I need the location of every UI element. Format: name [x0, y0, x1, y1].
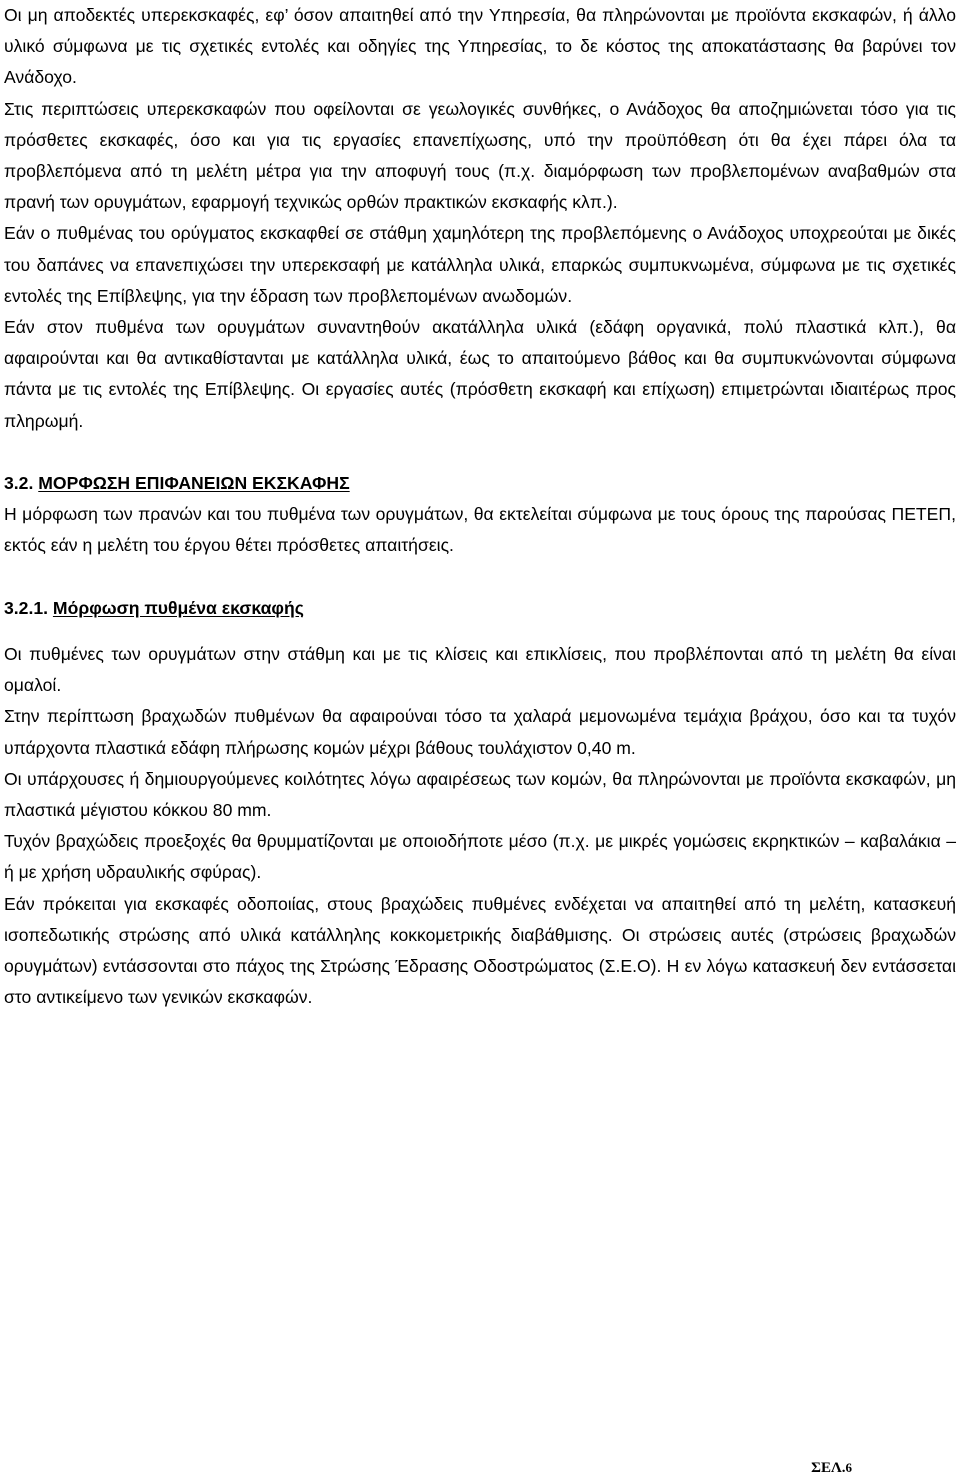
- page-number-footer: [811, 1459, 852, 1477]
- spacer: [4, 624, 956, 639]
- section-number: 3.2.1.: [4, 597, 49, 618]
- paragraph: Εάν πρόκειται για εκσκαφές οδοποιίας, στους βραχώδεις πυθμένες ενδέχεται να απαιτηθεί από τη μελέτη, κατασκευή ισοπεδωτικής στρώσης από υλικά κατάλληλης κοκκομετρικής διαβάθμισης. Οι στρώσεις αυτές (στρώσεις βραχωδών ορυγμάτων) εντάσσονται στο πάχος της Στρώσης Έδρασης Οδοστρώματος (Σ.Ε.Ο). Η εν λόγω κατασκευή δεν εντάσσεται στο αντικείμενο των γενικών εκσκαφών.: [4, 893, 956, 1008]
- paragraph: Οι μη αποδεκτές υπερεκσκαφές, εφ’ όσον απαιτηθεί από την Υπηρεσία, θα πληρώνονται με προϊόντα εκσκαφών, ή άλλο υλικό σύμφωνα με τις σχετικές εντολές και οδηγίες της Υπηρεσίας, το δε κόστος της αποκατάστασης θα βαρύνει τον Ανάδοχο.: [4, 5, 956, 88]
- paragraph: Στην περίπτωση βραχωδών πυθμένων θα αφαιρούναι τόσο τα χαλαρά μεμονωμένα τεμάχια βράχου, όσο και τα τυχόν υπάρχοντα πλαστικά εδάφη πλήρωσης κομών μέχρι βάθους τουλάχιστον 0,40 m.: [4, 706, 956, 758]
- paragraph: Τυχόν βραχώδεις προεξοχές θα θρυμματίζονται με οποιοδήποτε μέσο (π.χ. με μικρές γομώσεις εκρηκτικών – καβαλάκια – ή με χρήση υδραυλικής σφύρας).: [4, 831, 956, 883]
- page-number: 6: [845, 1460, 852, 1475]
- section-title: Μόρφωση πυθμένα εκσκαφής: [52, 597, 304, 618]
- section-number: 3.2.: [4, 473, 34, 494]
- section-title: ΜΟΡΦΩΣΗ ΕΠΙΦΑΝΕΙΩΝ ΕΚΣΚΑΦΗΣ: [38, 473, 350, 494]
- spacer: [4, 562, 956, 593]
- paragraph: Στις περιπτώσεις υπερεκσκαφών που οφείλονται σε γεωλογικές συνθήκες, ο Ανάδοχος θα αποζημιώνεται τόσο για τις πρόσθετες εκσκαφές, όσο και για τις εργασίες επανεπίχωσης, υπό την προϋπόθεση ότι θα έχει πάρει όλα τα προβλεπόμενα από τη μελέτη μέτρα για την αποφυγή τους (π.χ. διαμόρφωση των προβλεπομένων αναβαθμών στα πρανή των ορυγμάτων, εφαρμογή τεχνικώς ορθών πρακτικών εκσκαφής κλπ.).: [4, 98, 956, 213]
- section-heading-3-2-1: [4, 593, 956, 624]
- section-heading-3-2: [4, 468, 956, 499]
- paragraph: Εάν στον πυθμένα των ορυγμάτων συναντηθούν ακατάλληλα υλικά (εδάφη οργανικά, πολύ πλαστικά κλπ.), θα αφαιρούνται και θα αντικαθίστανται με κατάλληλα υλικά, έως το απαιτούμενο βάθος και θα συμπυκνώνονται σύμφωνα πάντα με τις εντολές της Επίβλεψης. Οι εργασίες αυτές (πρόσθετη εκσκαφή και επίχωση) επιμετρώνται ιδιαιτέρως προς πληρωμή.: [4, 317, 956, 431]
- page-label: ΣΕΛ.: [811, 1460, 846, 1476]
- paragraph: Οι πυθμένες των ορυγμάτων στην στάθμη και με τις κλίσεις και επικλίσεις, που προβλέπονται από τη μελέτη θα είναι ομαλοί.: [4, 644, 956, 696]
- document-body: [4, 0, 956, 1013]
- spacer: [4, 437, 956, 468]
- paragraph: Η μόρφωση των πρανών και του πυθμένα των ορυγμάτων, θα εκτελείται σύμφωνα με τους όρους της παρούσας ΠΕΤΕΠ, εκτός εάν η μελέτη του έργου θέτει πρόσθετες απαιτήσεις.: [4, 504, 956, 556]
- paragraph: Οι υπάρχουσες ή δημιουργούμενες κοιλότητες λόγω αφαιρέσεως των κομών, θα πληρώνονται με προϊόντα εκσκαφών, μη πλαστικά μέγιστου κόκκου 80 mm.: [4, 768, 956, 821]
- paragraph: Εάν ο πυθμένας του ορύγματος εκσκαφθεί σε στάθμη χαμηλότερη της προβλεπόμενης ο Ανάδοχος υποχρεούται με δικές του δαπάνες να επανεπιχώσει την υπερεκσαφή με κατάλληλα υλικά, επαρκώς συμπυκνωμένα, σύμφωνα με τις σχετικές εντολές της Επίβλεψης, για την έδραση των προβλεπομένων ανωδομών.: [4, 223, 956, 306]
